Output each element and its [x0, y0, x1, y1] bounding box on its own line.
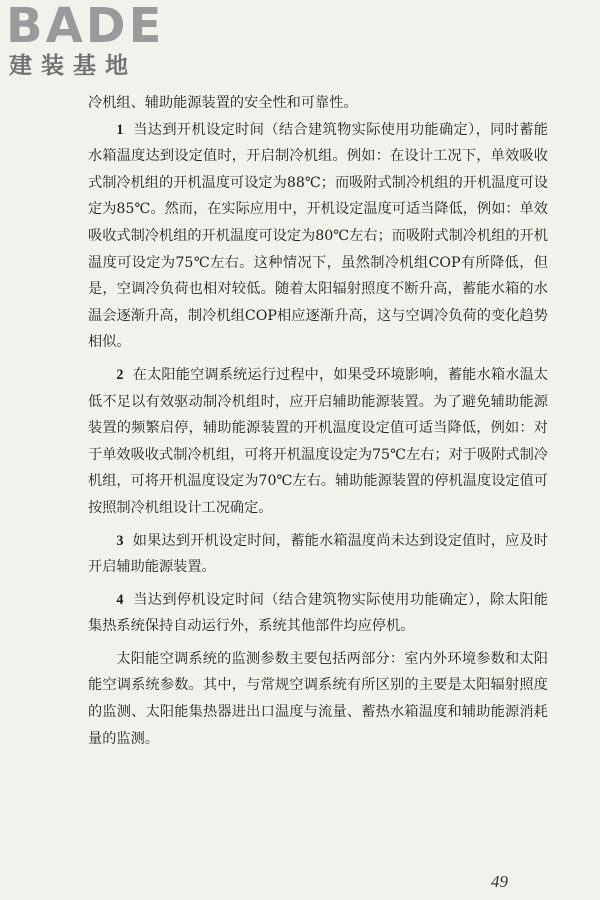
- paragraph-text: 冷机组、辅助能源装置的安全性和可靠性。: [88, 95, 358, 111]
- paragraph-text: 当达到停机设定时间（结合建筑物实际使用功能确定），除太阳能集热系统保持自动运行外，系统其他部件均应停机。: [88, 591, 548, 635]
- item-number: 2: [116, 366, 124, 383]
- paragraph-text: 在太阳能空调系统运行过程中，如果受环境影响，蓄能水箱水温太低不足以有效驱动制冷机组时，应开启辅助能源装置。为了避免辅助能源装置的频繁启停，辅助能源装置的开机温度设定值可适当降低，例如：对于单效吸收式制冷机组，可将开机温度设定为75℃左右；对于吸附式制冷机组，可将开机温度设定为70℃左右。辅助能源装置的停机温度设定值可按照制冷机组设计工况确定。: [88, 366, 548, 516]
- paragraph-text: 当达到开机设定时间（结合建筑物实际使用功能确定），同时蓄能水箱温度达到设定值时，开启制冷机组。例如：在设计工况下，单效吸收式制冷机组的开机温度可设定为88℃；而吸附式制冷机组的开机温度可设定为85℃。然而，在实际应用中，开机设定温度可适当降低，例如：单效吸收式制冷机组的开机温度可设定为80℃左右；而吸附式制冷机组的开机温度可设定为75℃左右。这种情况下，虽然制冷机组COP有所降低，但是，空调冷负荷也相对较低。随着太阳辐射照度不断升高，蓄能水箱的水温会逐渐升高，制冷机组COP相应逐渐升高，这与空调冷负荷的变化趋势相似。: [88, 121, 548, 351]
- document-body: [88, 90, 548, 758]
- item-number: 4: [116, 591, 124, 608]
- paragraph-continuation: [88, 90, 548, 117]
- page-number: 49: [491, 872, 508, 891]
- paragraph-item-2: [88, 362, 548, 522]
- paragraph-item-3: [88, 528, 548, 581]
- item-number: 1: [116, 121, 124, 138]
- logo-wordmark: BADE: [6, 0, 165, 54]
- paragraph-monitoring: [88, 646, 548, 752]
- paragraph-item-4: [88, 587, 548, 640]
- paragraph-text: 如果达到开机设定时间，蓄能水箱温度尚未达到设定值时，应及时开启辅助能源装置。: [88, 532, 548, 576]
- bade-logo: [6, 2, 176, 94]
- paragraph-item-1: [88, 117, 548, 356]
- paragraph-text: 太阳能空调系统的监测参数主要包括两部分：室内外环境参数和太阳能空调系统参数。其中，与常规空调系统有所区别的主要是太阳辐射照度的监测、太阳能集热器进出口温度与流量、蓄热水箱温度和辅助能源消耗量的监测。: [88, 650, 548, 747]
- item-number: 3: [116, 532, 124, 549]
- logo-subtitle: 建装基地: [9, 53, 137, 79]
